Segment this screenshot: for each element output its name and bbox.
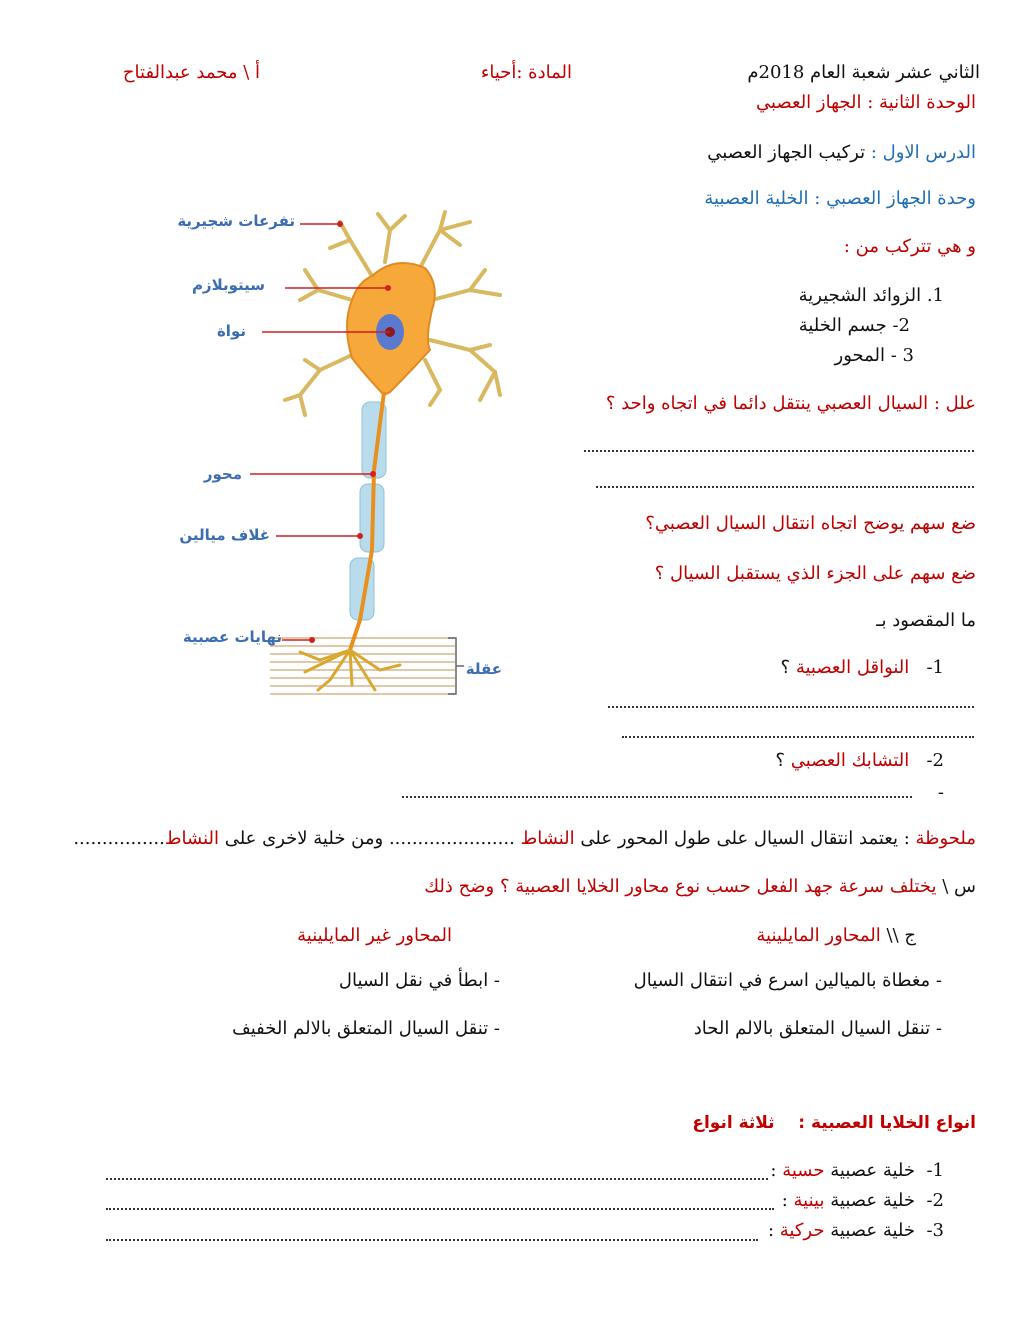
- col2-row-2: - تنقل السيال المتعلق بالالم الخفيف: [232, 1018, 500, 1039]
- note-line: [73, 828, 976, 849]
- neuron-diagram: [155, 200, 515, 700]
- note-label: ملحوظة: [915, 828, 976, 849]
- answer-line: [622, 736, 974, 738]
- label-nucleus: نواة: [216, 322, 246, 340]
- q1-num: 1-: [926, 657, 944, 678]
- answer-line: [608, 706, 974, 708]
- col1-title: المحاور المايلينية: [756, 925, 881, 946]
- q2-line: [775, 750, 944, 771]
- type-item-1: 1- خلية عصبية حسية :: [770, 1160, 944, 1181]
- class-year: الثاني عشر شعبة العام 2018م: [747, 62, 980, 83]
- q1-term: النواقل العصبية: [795, 657, 910, 678]
- type-num: 2-: [926, 1190, 944, 1211]
- types-heading: [692, 1113, 976, 1133]
- meaning-heading: ما المقصود بـ: [876, 610, 976, 631]
- q2-term: التشابك العصبي: [790, 750, 910, 771]
- unit-cell-line: [704, 188, 976, 209]
- speed-question: [424, 876, 976, 897]
- label-axon: محور: [203, 465, 242, 483]
- speed-q-prefix: س \: [942, 876, 976, 897]
- note-part-2: ومن خلية لاخرى على: [224, 828, 384, 849]
- label-muscle: عقلة: [465, 660, 502, 678]
- unit-cell-label: وحدة الجهاز العصبي :: [814, 188, 976, 209]
- part-2: 2- جسم الخلية: [798, 315, 910, 336]
- answer-prefix: ج \\: [886, 925, 916, 946]
- note-dots-b: ................: [73, 828, 165, 849]
- unit-title: الوحدة الثانية : الجهاز العصبي: [755, 92, 976, 113]
- q1-mark: ؟: [780, 657, 791, 678]
- myelin-sheath: [350, 402, 386, 620]
- type-item-2: 2- خلية عصبية بينية :: [781, 1190, 944, 1211]
- note-dots-a: ......................: [388, 828, 515, 849]
- col1-row-2: - تنقل السيال المتعلق بالالم الحاد: [693, 1018, 942, 1039]
- type-text: خلية عصبية: [830, 1220, 915, 1241]
- lesson-label: الدرس الاول :: [870, 142, 976, 163]
- speed-q-text: يختلف سرعة جهد الفعل حسب نوع محاور الخلايا العصبية ؟ وضح ذلك: [424, 876, 937, 897]
- types-count: ثلاثة انواع: [692, 1113, 775, 1133]
- answer-line: [584, 450, 974, 452]
- type-num: 1-: [926, 1160, 944, 1181]
- type-num: 3-: [926, 1220, 944, 1241]
- type-kind: حركية: [779, 1220, 825, 1241]
- col2-title: المحاور غير المايلينية: [297, 925, 452, 946]
- lesson-title: تركيب الجهاز العصبي: [707, 142, 866, 163]
- note-part-1: : يعتمد انتقال السيال على طول المحور على: [580, 828, 910, 849]
- q1-line: [781, 657, 944, 678]
- note-word-2: النشاط: [164, 828, 219, 849]
- types-title: انواع الخلايا العصبية :: [798, 1113, 976, 1133]
- muscle-fiber: [270, 638, 455, 694]
- answer-line: [106, 1239, 758, 1241]
- composed-of: و هي تتركب من :: [843, 236, 976, 257]
- part-1: 1. الزوائد الشجيرية: [798, 285, 944, 306]
- type-text: خلية عصبية: [830, 1190, 915, 1211]
- unit-cell: الخلية العصبية: [704, 188, 809, 209]
- label-cytoplasm: سيتوبلازم: [191, 276, 265, 294]
- note-word-1: النشاط: [520, 828, 575, 849]
- dash: -: [937, 782, 944, 803]
- type-item-3: 3- خلية عصبية حركية :: [767, 1220, 944, 1241]
- col2-row-1: - ابطأ في نقل السيال: [338, 970, 500, 991]
- answer-line: [402, 796, 912, 798]
- part-3: 3 - المحور: [834, 345, 914, 366]
- answer-line: [106, 1178, 768, 1180]
- col1-row-1: - مغطاة بالميالين اسرع في انتقال السيال: [633, 970, 942, 991]
- subject: المادة :أحياء: [480, 62, 572, 83]
- question-why: علل : السيال العصبي ينتقل دائما في اتجاه واحد ؟: [605, 393, 976, 414]
- question-arrow-direction: ضع سهم يوضح اتجاه انتقال السيال العصبي؟: [645, 513, 976, 534]
- answer-line: [596, 486, 974, 488]
- label-endings: نهايات عصبية: [182, 628, 282, 646]
- label-dendrites: تفرعات شجيرية: [177, 212, 295, 230]
- type-text: خلية عصبية: [830, 1160, 915, 1181]
- q2-num: 2-: [926, 750, 944, 771]
- col1-header: [756, 925, 916, 946]
- answer-line: [106, 1208, 774, 1210]
- q2-mark: ؟: [775, 750, 785, 771]
- teacher: أ \ محمد عبدالفتاح: [122, 62, 260, 83]
- type-kind: بينية: [793, 1190, 825, 1211]
- label-myelin: غلاف ميالين: [179, 526, 270, 544]
- question-arrow-receiver: ضع سهم على الجزء الذي يستقبل السيال ؟: [654, 563, 976, 584]
- type-kind: حسية: [782, 1160, 825, 1181]
- lesson-line: [707, 142, 976, 163]
